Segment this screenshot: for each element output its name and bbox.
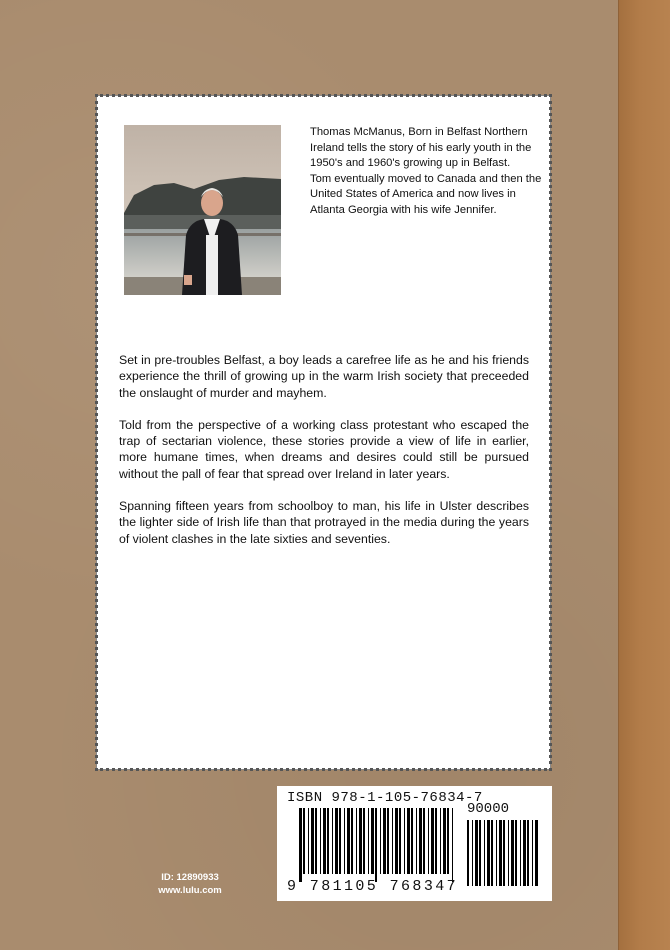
barcode-bar: [303, 808, 305, 874]
barcode-bar: [311, 808, 314, 874]
barcode-bar: [359, 808, 362, 874]
barcode-bar: [435, 808, 437, 874]
description-paragraph: Spanning fifteen years from schoolboy to man, his life in Ulster describes the lighter side of Irish life than that protrayed in the media during the years of violent clashes in the late sixties and seventies.: [119, 499, 529, 546]
barcode-bar: [515, 820, 517, 886]
book-spine: [618, 0, 670, 950]
barcode-bar: [395, 808, 398, 874]
barcode-bar: [447, 808, 449, 874]
barcode-bar: [419, 808, 422, 874]
barcode-bar: [411, 808, 413, 874]
author-photo: [124, 125, 281, 295]
barcode-bar: [431, 808, 434, 874]
barcode-bar: [472, 820, 473, 886]
barcode-bar: [532, 820, 533, 886]
barcode-bar: [499, 820, 502, 886]
barcode-bar: [380, 808, 381, 874]
barcode-bar: [484, 820, 485, 886]
barcode-bar: [452, 808, 453, 882]
publisher-info: [140, 871, 240, 897]
content-panel: [97, 96, 550, 769]
barcode-bar: [308, 808, 309, 874]
barcode-bar: [496, 820, 497, 886]
barcode-bar: [371, 808, 374, 874]
author-bio-paragraph: Thomas McManus, Born in Belfast Northern Ireland tells the story of his early youth in the 1950's and 1960's growing up in Belfast.: [310, 126, 532, 169]
barcode-bar: [332, 808, 333, 874]
barcode-bar: [479, 820, 481, 886]
author-bio: [310, 125, 542, 218]
barcode-bar: [344, 808, 345, 874]
barcode-bar: [520, 820, 521, 886]
barcode-bar: [475, 820, 478, 886]
price-code: 90000: [467, 801, 510, 817]
barcode-bar: [387, 808, 389, 874]
barcode-bar: [356, 808, 357, 874]
barcode-bar: [363, 808, 365, 874]
barcode-bar: [423, 808, 425, 874]
author-bio-paragraph: Tom eventually moved to Canada and then the United States of America and now lives in Atlanta Georgia with his wife Jennifer.: [310, 172, 542, 216]
barcode-bar: [508, 820, 509, 886]
barcode-bar: [511, 820, 514, 886]
barcode-bar: [347, 808, 350, 874]
barcode-bar: [375, 808, 377, 882]
book-description: [119, 352, 529, 563]
barcode-bar: [487, 820, 490, 886]
barcode-bar: [339, 808, 341, 874]
barcode-bar: [467, 820, 469, 886]
barcode-bar: [315, 808, 317, 874]
barcode-bar: [440, 808, 441, 874]
barcode-bar: [335, 808, 338, 874]
barcode-bar: [428, 808, 429, 874]
barcode-bar: [404, 808, 405, 874]
description-paragraph: Told from the perspective of a working class protestant who escaped the trap of sectarian violence, these stories provide a view of life in earlier, more humane times, when dreams and desires could still be pursued without the pall of fear that spread over Ireland in later years.: [119, 417, 529, 481]
barcode-bar: [491, 820, 493, 886]
description-paragraph: Set in pre-troubles Belfast, a boy leads a carefree life as he and his friends experience the thrill of growing up in the warm Irish society that preceeded the onslaught of murder and mayhem.: [119, 353, 529, 400]
barcode-bar: [383, 808, 386, 874]
publisher-site: www.lulu.com: [158, 885, 222, 896]
barcode-bar: [523, 820, 526, 886]
isbn-barcode: [277, 786, 552, 901]
publisher-id: ID: 12890933: [161, 872, 219, 883]
barcode-bar: [527, 820, 529, 886]
barcode-bar: [392, 808, 393, 874]
isbn-text: ISBN 978-1-105-76834-7: [287, 790, 483, 806]
barcode-bar: [416, 808, 417, 874]
barcode-bar: [399, 808, 401, 874]
ean-digits: 9 781105 768347: [287, 878, 459, 895]
barcode-bar: [323, 808, 326, 874]
barcode-bar: [443, 808, 446, 874]
barcode-bar: [407, 808, 410, 874]
barcode-bar: [351, 808, 353, 874]
barcode-bar: [368, 808, 369, 874]
barcode-bar: [503, 820, 505, 886]
barcode-bar: [299, 808, 302, 882]
barcode-bar: [535, 820, 538, 886]
barcode-bar: [327, 808, 329, 874]
barcode-bar: [320, 808, 321, 874]
